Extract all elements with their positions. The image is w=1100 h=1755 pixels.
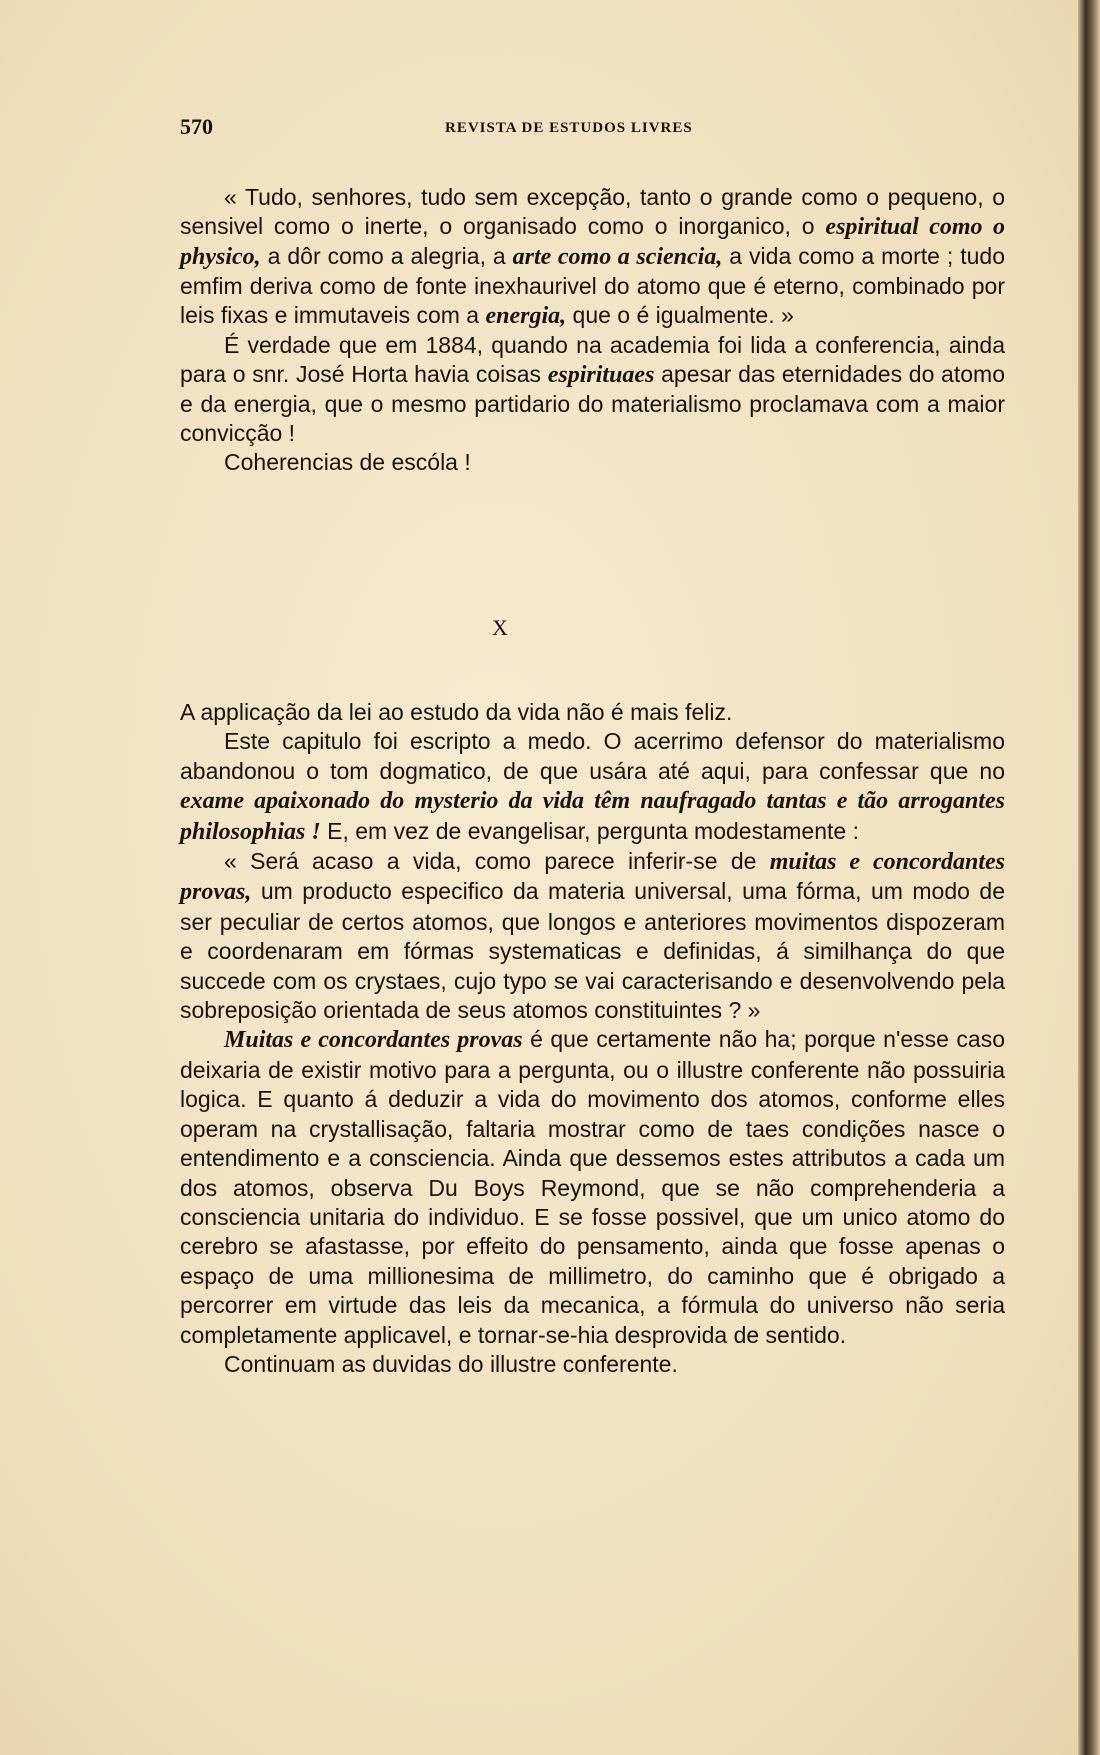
italic-phrase: arte como a sciencia, [512, 244, 723, 270]
section-number: X [492, 615, 508, 640]
body-text-top [180, 183, 1005, 477]
paragraph: Muitas e concordantes provas é que certamente não ha; porque n'esse caso deixaria de existir motivo para a pergunta, ou o illustre conferente não possuiria logica. E quanto á deduzir a vida do movimento dos atomos, conforme elles operam na crystallisação, faltaria mostrar como de taes condições nasce o entendimento e a consciencia. Ainda que dessemos estes attributos a cada um dos atomos, observa Du Boys Reymond, que se não comprehenderia a consciencia unitaria do individuo. E se fosse possivel, que um unico atomo do cerebro se afastasse, por effeito do pensamento, ainda que fosse apenas o espaço de uma millionesima de millimetro, do caminho que é obrigado a percorrer em virtude das leis da mecanica, a fórmula do universo não seria completamente applicavel, e tornar-se-hia desprovida de sentido. [180, 1026, 1005, 1348]
paragraph: Coherencias de escóla ! [224, 449, 471, 475]
paragraph: A applicação da lei ao estudo da vida não é mais feliz. [180, 699, 733, 725]
paragraph: É verdade que em 1884, quando na academia foi lida a conferencia, ainda para o snr. José Horta havia coisas espirituaes apesar das eternidades do atomo e da energia, que o mesmo partidario do materialismo proclamava com a maior convicção ! [180, 332, 1005, 446]
running-title: REVISTA DE ESTUDOS LIVRES [445, 120, 693, 136]
paragraph: Este capitulo foi escripto a medo. O acerrimo defensor do materialismo abandonou o tom dogmatico, de que usára até aqui, para confessar que no exame apaixonado do mysterio da vida têm naufragado tantas e tão arrogantes philosophias ! E, em vez de evangelisar, pergunta modestamente : [180, 728, 1005, 845]
italic-phrase: energia, [485, 303, 567, 329]
paragraph: « Será acaso a vida, como parece inferir-se de muitas e concordantes provas, um producto especifico da materia universal, uma fórma, um modo de ser peculiar de certos atomos, que longos e anteriores movimentos dispozeram e coordenaram em fórmas systematicas e definidas, á similhança do que succede com os crystaes, cujo typo se vai caracterisando e desenvolvendo pela sobreposição orientada de seus atomos constituintes ? » [180, 848, 1006, 1024]
page-edge [1078, 0, 1100, 1755]
body-text-bottom [180, 698, 1005, 1379]
paragraph: « Tudo, senhores, tudo sem excepção, tanto o grande como o pequeno, o sensivel como o inerte, o organisado como o inorganico, o espiritual como o physico, a dôr como a alegria, a arte como a sciencia, a vida como a morte ; tudo emfim deriva como de fonte inexhaurivel do atomo que é eterno, combinado por leis fixas e immutaveis com a energia, que o é igualmente. » [180, 184, 1006, 329]
italic-phrase: Muitas e concordantes provas [224, 1027, 523, 1054]
italic-phrase: muitas e concordantes provas, [180, 849, 1006, 906]
italic-phrase: exame apaixonado do mysterio da vida têm naufragado tantas e tão arrogantes philosophias ! [180, 788, 1005, 845]
italic-phrase: espiritual como o physico, [180, 214, 1005, 270]
page-header [180, 114, 1000, 144]
page-number: 570 [180, 114, 213, 139]
paragraph: Continuam as duvidas do illustre conferente. [224, 1350, 678, 1377]
italic-phrase: espirituaes [547, 362, 655, 388]
